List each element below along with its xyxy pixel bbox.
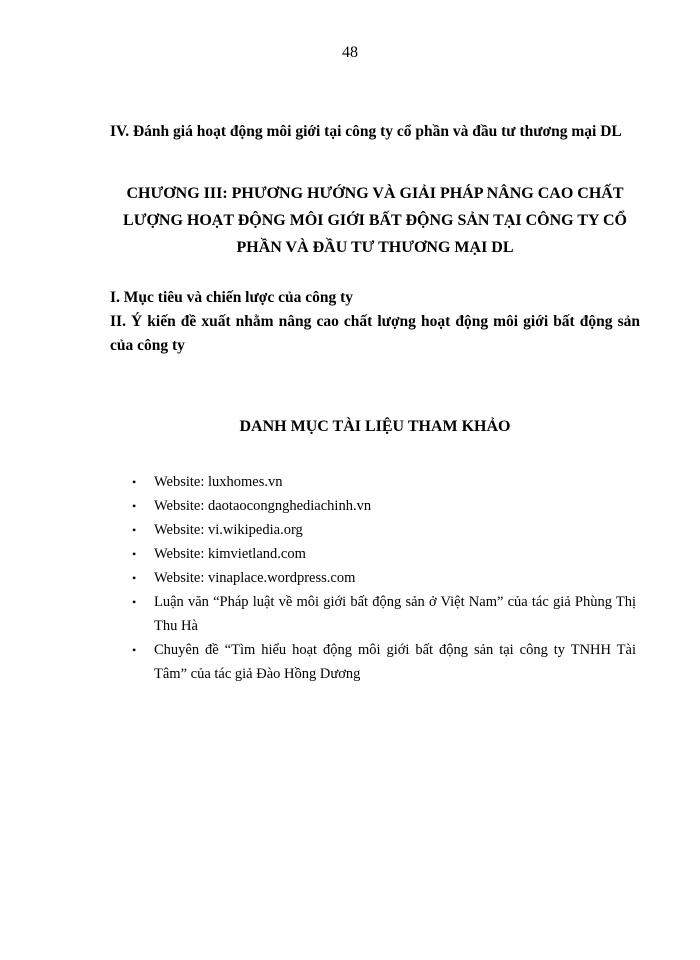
bullet-icon: •	[132, 547, 137, 561]
chapter-title-line-1: CHƯƠNG III: PHƯƠNG HƯỚNG VÀ GIẢI PHÁP NÂNG CAO CHẤT	[126, 185, 624, 202]
reference-text: Website: luxhomes.vn	[154, 474, 283, 490]
section-i-heading: I. Mục tiêu và chiến lược của công ty	[110, 289, 354, 306]
section-iv-heading: IV. Đánh giá hoạt động môi giới tại công ty cổ phần và đầu tư thương mại DL	[110, 123, 622, 140]
section-ii-heading: II. Ý kiến đề xuất nhằm nâng cao chất lượng hoạt động môi giới bất động sản của công ty	[110, 313, 640, 354]
reference-text: Website: vi.wikipedia.org	[154, 522, 303, 538]
reference-text: Luận văn “Pháp luật về môi giới bất động sản ở Việt Nam” của tác giả Phùng Thị Thu Hà	[154, 594, 636, 634]
reference-item	[126, 566, 636, 590]
reference-item	[126, 542, 636, 566]
reference-item	[126, 518, 636, 542]
reference-item	[126, 638, 636, 686]
page-number: 48	[342, 44, 358, 61]
references-list	[126, 470, 636, 686]
chapter-title-line-3: PHẦN VÀ ĐẦU TƯ THƯƠNG MẠI DL	[236, 239, 514, 256]
references-title: DANH MỤC TÀI LIỆU THAM KHẢO	[239, 418, 511, 435]
bullet-icon: •	[132, 643, 137, 657]
bullet-icon: •	[132, 523, 137, 537]
reference-item	[126, 470, 636, 494]
chapter-title-line-2: LƯỢNG HOẠT ĐỘNG MÔI GIỚI BẤT ĐỘNG SẢN TẠI CÔNG TY CỔ	[123, 212, 627, 229]
reference-text: Website: vinaplace.wordpress.com	[154, 570, 356, 586]
bullet-icon: •	[132, 571, 137, 585]
reference-text: Chuyên đề “Tìm hiểu hoạt động môi giới bất động sản tại công ty TNHH Tài Tâm” của tác giả Đào Hồng Dương	[154, 642, 636, 682]
bullet-icon: •	[132, 475, 137, 489]
bullet-icon: •	[132, 499, 137, 513]
reference-item	[126, 494, 636, 518]
reference-item	[126, 590, 636, 638]
reference-text: Website: kimvietland.com	[154, 546, 306, 562]
bullet-icon: •	[132, 595, 137, 609]
reference-text: Website: daotaocongnghediachinh.vn	[154, 498, 372, 514]
chapter-title	[110, 180, 640, 261]
